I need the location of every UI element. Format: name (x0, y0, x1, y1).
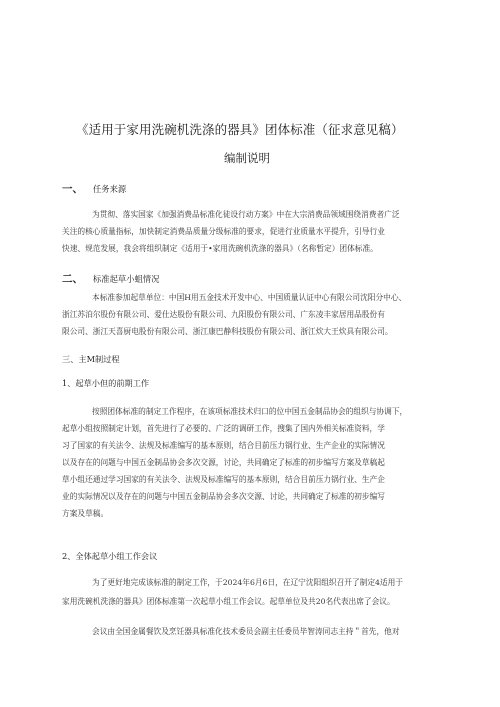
section-heading-2 (62, 271, 159, 286)
paragraph-line: 家用洗碗机洗涤的器具》团体标准第一次起草小组工作会议。起草单位及共20名代表出席了会议。 (62, 597, 395, 606)
paragraph-line: 会议由全国金属餐饮及烹饪器具标准化技术委员会副主任委员毕智涛同志主持＂首先，他对 (92, 627, 400, 636)
paragraph-line: 业的实际情况以及存在的问题与中国五金制品协会多次交源、讨论，共同确定了标准的初步编写 (62, 492, 385, 501)
paragraph-line: 浙江苏泊尔股份有限公司、爱仕达股份有限公司、九阳股份有限公司、广东凌丰家居用品股份有 (62, 310, 385, 319)
paragraph-line: 习了国家的有关法令、法规及标准编写的基本原则，结合目前压力锅行业、生产企业的实际情况 (62, 441, 385, 450)
paragraph-line: 按照团体标准的制定工作程序，在该项标准技术归口的位中国五金制品协会的组织与协调下， (92, 407, 408, 416)
document-subtitle: 编制说明 (224, 151, 270, 165)
section-title-1: 任务来源 (93, 184, 127, 194)
paragraph-line: 为了更好地完成该标准的制定工作，于2024年6月6日，在辽宁沈阳组织召开了制定4适用于 (92, 578, 403, 587)
paragraph-line: 本标准参加起草单位：中国H用五金技术开发中心、中国质量认证中心有限公司沈阳分中心、 (92, 293, 407, 302)
paragraph-line: 关注的核心质量指标，加快制定消费品质量分级标准的要求，促进行业质量水平提升，引导行业 (62, 227, 385, 236)
section-number-1: 一、 (62, 183, 83, 195)
paragraph-line: 以及存在的问题与中国五金制品协会多次交源，讨论，共同确定了标准的初步编写方案及草稿起 (62, 458, 385, 467)
paragraph-line: 草小组还通过学习国家的有关法令、法规及标准编写的基本原则，结合目前压力锅行业、生产企 (62, 475, 385, 484)
section-title-2: 标准起草小蛆情况 (93, 274, 160, 284)
subsection-heading-1: 1、起草小但的前期工作 (62, 378, 150, 388)
paragraph-line: 快速、规范发展，我会将组织制定《适用于•家用洗碗机洗涤的器具》（名称暂定）团体标准。 (62, 244, 378, 253)
section-number-2: 二、 (62, 273, 83, 285)
paragraph-line: 方案及草稿。 (62, 509, 109, 518)
section-heading-1 (62, 181, 126, 196)
section-heading-3: 三、主M制过程 (62, 354, 120, 364)
subsection-heading-2: 2、全体起草小组工作会议 (62, 551, 158, 561)
paragraph-line: 为贯彻、落实国家《加强消费品标准化徒设行动方案》中在大宗消费品领域围绕消费者广泛 (92, 210, 400, 219)
document-title: 《适用于家用洗碗机洗涤的器具》团体标准（征求意见稿） (76, 122, 404, 137)
paragraph-line: 限公司、浙江天喜厨电股份有限公司、浙江康巴静科技股份有限公司、浙江炊大王炊具有限公司。 (62, 327, 393, 336)
paragraph-line: 起草小组按照制定计划，首先进行了必要的、广泛的调研工作，搜集了国内外相关标准资料，学 (62, 424, 385, 433)
